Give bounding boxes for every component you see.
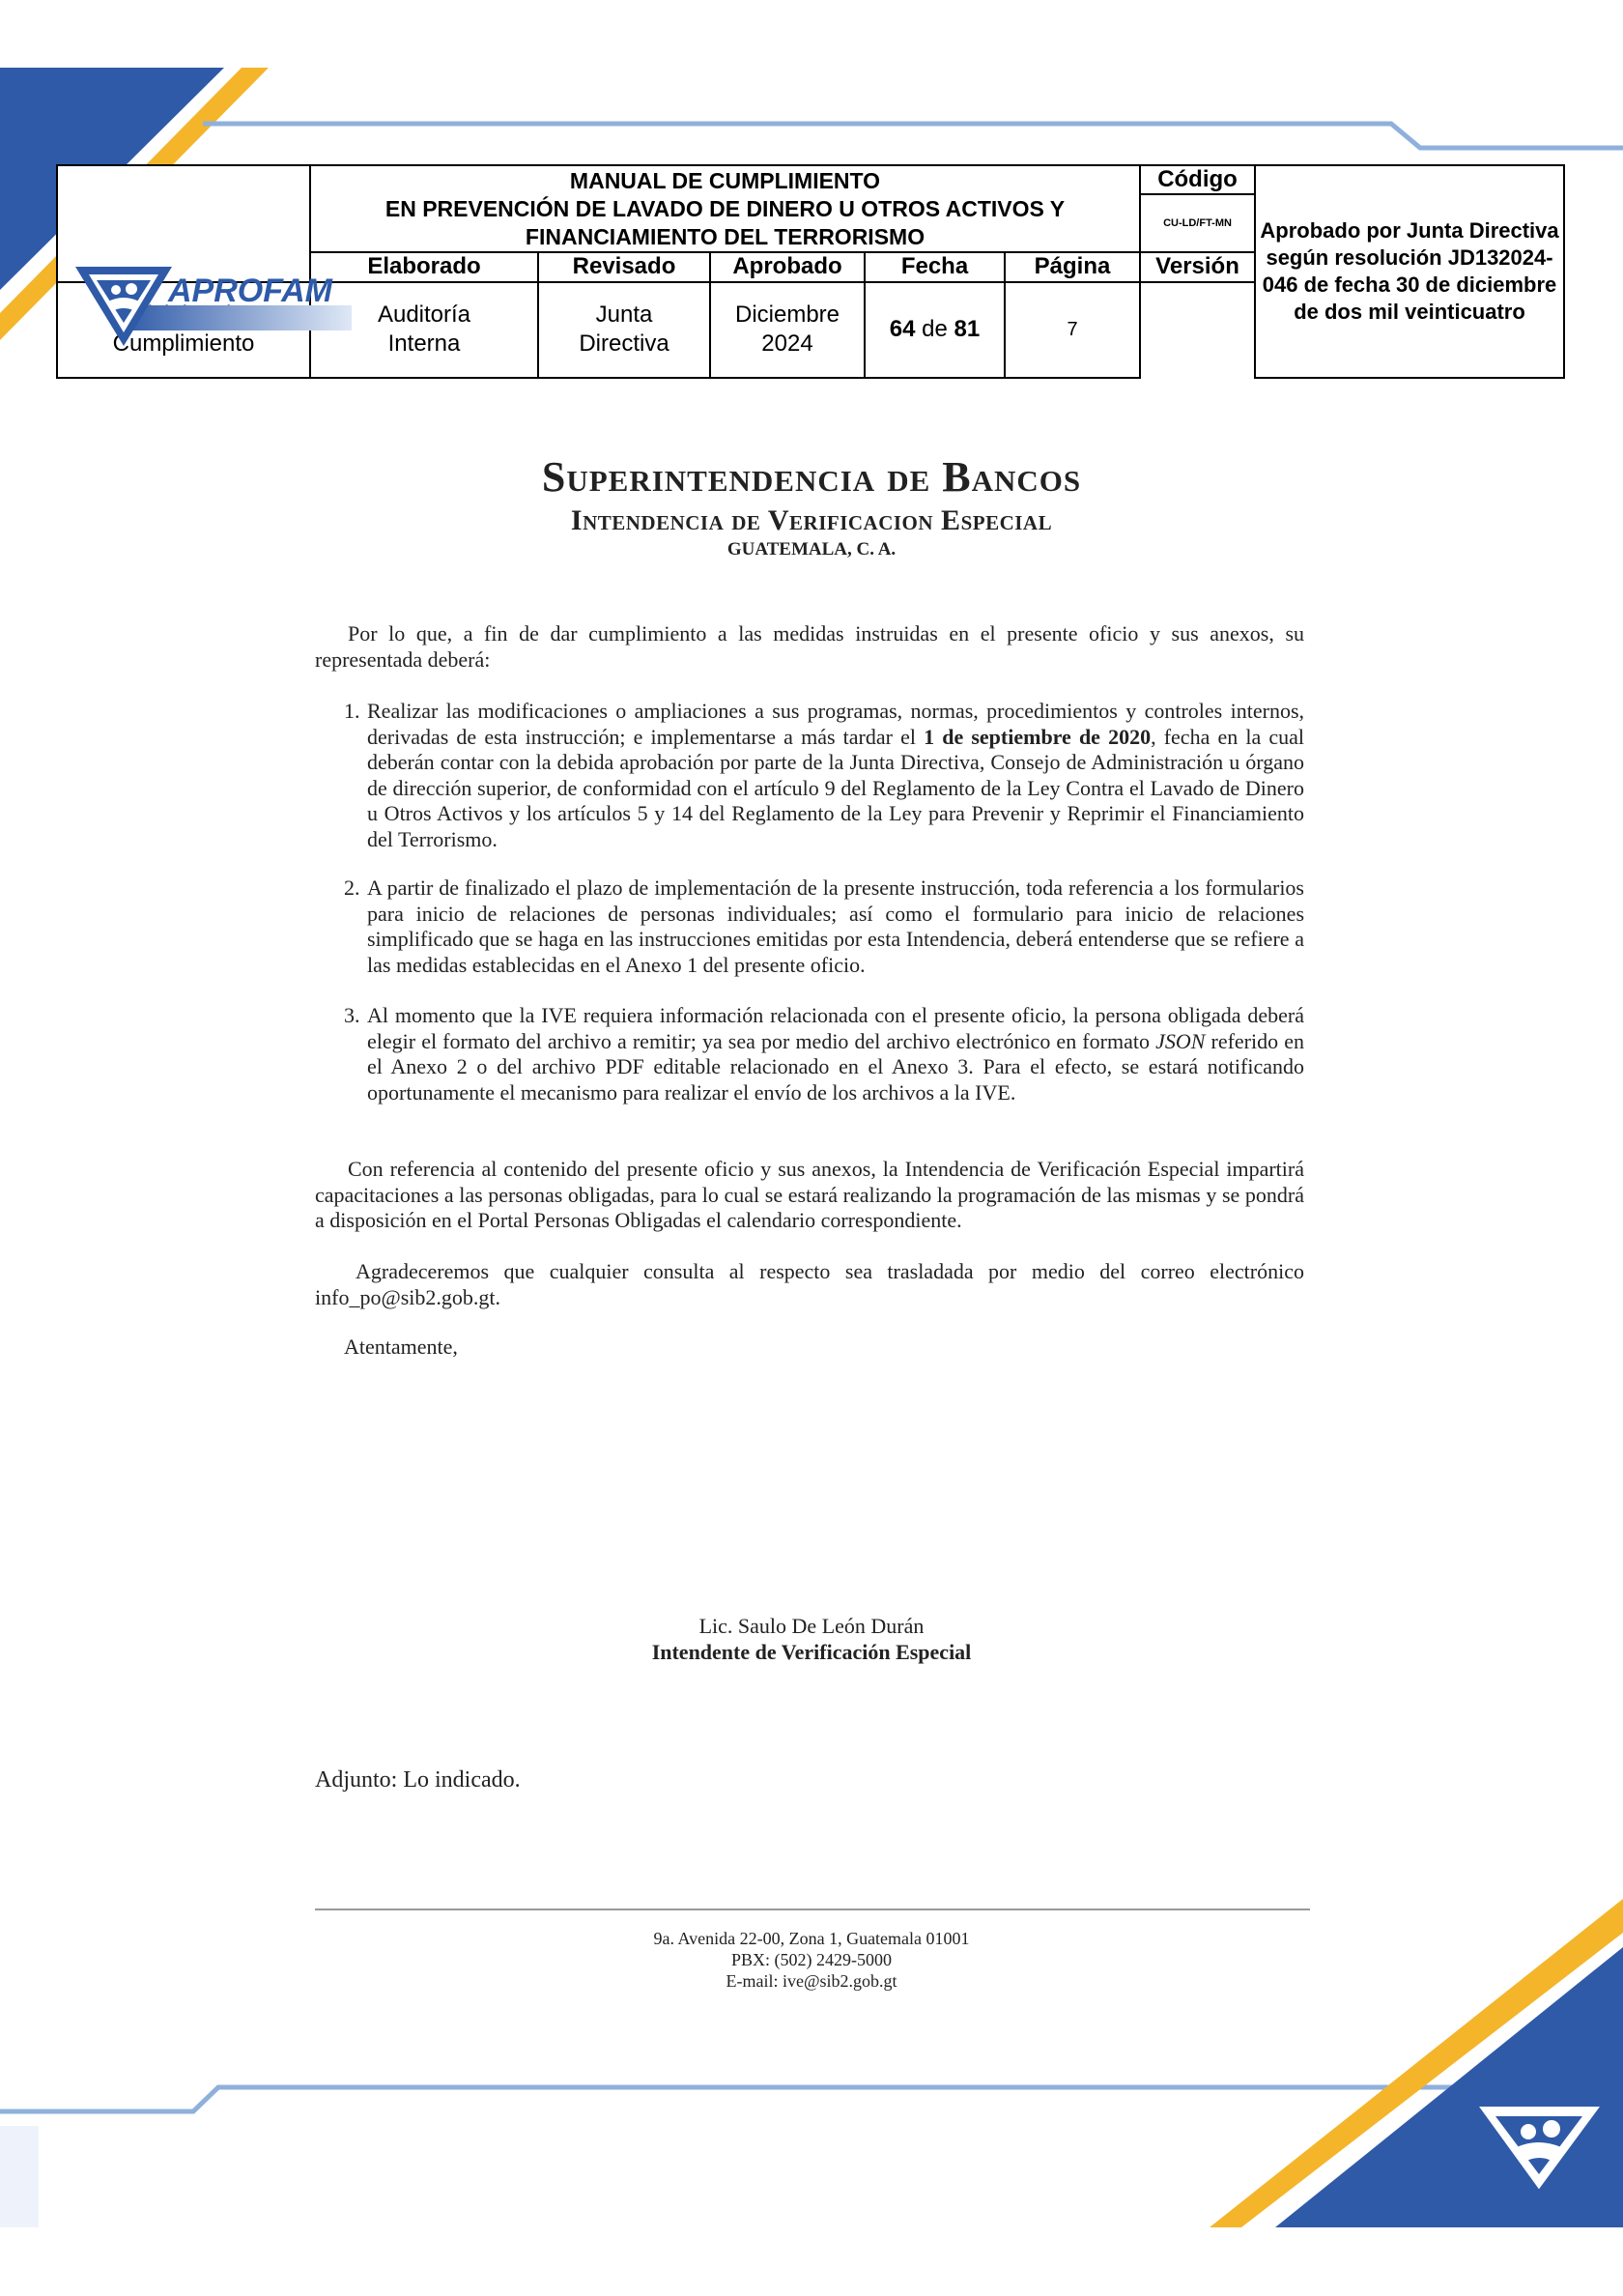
item-number: 1. [344, 699, 360, 723]
bottom-light-line [0, 2087, 1468, 2111]
instruction-list [315, 699, 1304, 852]
col-aprobado: Aprobado [710, 252, 865, 281]
aprobado-line1: Junta [595, 301, 653, 329]
letter-body [315, 621, 1304, 673]
version-value: 7 [1005, 282, 1140, 378]
closing-text: Atentamente, [344, 1335, 458, 1359]
col-elaborado: Elaborado [310, 252, 538, 281]
manual-title [310, 165, 1140, 252]
document-header-table [56, 164, 1565, 379]
aprobado-line2: Directiva [579, 330, 669, 358]
item3-text-a: Al momento que la IVE requiera información relacionada con el presente oficio, la persona obligada deberá elegir el formato del archivo a remitir; ya sea por medio del archivo electrónico en formato [367, 1003, 1304, 1053]
fecha-line2: 2024 [761, 330, 813, 358]
footer-email: E-mail: ive@sib2.gob.gt [726, 1971, 897, 1991]
item3-format: JSON [1155, 1028, 1206, 1053]
col-version: Versión [1140, 252, 1255, 281]
attachment-note: Adjunto: Lo indicado. [315, 1767, 521, 1793]
item1-text-a: Realizar las modificaciones o ampliaciones a sus programas, normas, procedimientos y controles internos, derivadas de esta instrucción; e implementarse a más tardar el [367, 699, 1304, 749]
fecha-value [710, 282, 865, 378]
manual-title-line3: FINANCIAMIENTO DEL TERRORISMO [525, 223, 925, 249]
codigo-value: CU-LD/FT-MN [1140, 194, 1255, 252]
footer-divider [315, 1909, 1310, 1910]
page-current: 64 [889, 316, 916, 343]
col-revisado: Revisado [538, 252, 710, 281]
aprofam-logo [71, 263, 352, 359]
footer-address: 9a. Avenida 22-00, Zona 1, Guatemala 01001 [653, 1929, 970, 1948]
fecha-line1: Diciembre [734, 301, 840, 329]
page-total: 81 [954, 316, 981, 343]
item2-text: A partir de finalizado el plazo de implementación de la presente instrucción, toda referencia a los formularios para inicio de relaciones de personas individuales; así como el formulario para inicio de relaciones simplificado que se haga en las instrucciones emitidas por esta Intendencia, deberá entenderse que se refiere a las medidas establecidas en el Anexo 1 del presente oficio. [367, 875, 1304, 977]
contact-paragraph [315, 1259, 1304, 1310]
col-pagina: Página [1005, 252, 1140, 281]
list-item [315, 1003, 1304, 1105]
revisado-line1: Auditoría [377, 301, 471, 329]
closing [315, 1335, 1304, 1361]
item-number: 3. [344, 1003, 360, 1027]
instruction-list-2 [315, 875, 1304, 978]
item1-deadline: 1 de septiembre de 2020 [924, 724, 1152, 749]
letterhead-title: Superintendencia de Bancos [541, 453, 1082, 501]
signer-title: Intendente de Verificación Especial [651, 1640, 972, 1664]
contact-text: Agradeceremos que cualquier consulta al respecto sea trasladada por medio del correo electrónico info_po@sib2.gob.gt. [315, 1259, 1304, 1309]
revisado-line2: Interna [387, 330, 461, 358]
manual-title-line1: MANUAL DE CUMPLIMIENTO [569, 167, 881, 193]
logo-text: APROFAM [168, 273, 332, 309]
aprobado-value [538, 282, 710, 378]
elaborado-line2: Cumplimiento [112, 330, 255, 358]
letterhead-location: GUATEMALA, C. A. [726, 539, 897, 560]
list-item [315, 875, 1304, 978]
manual-title-line2: EN PREVENCIÓN DE LAVADO DE DINERO U OTROS ACTIVOS Y [384, 195, 1066, 221]
list-item [315, 699, 1304, 852]
item3-text-b: referido en el Anexo 2 o del archivo PDF editable relacionado en el Anexo 3. Para el efecto, se estará notificando oportunamente el mecanismo para realizar el envío de los archivos a la IVE. [367, 1028, 1304, 1105]
pagina-value [865, 282, 1005, 378]
item-number: 2. [344, 875, 360, 900]
col-fecha: Fecha [865, 252, 1005, 281]
page-of: de [922, 316, 948, 343]
footer-phone: PBX: (502) 2429-5000 [731, 1950, 892, 1969]
logo-cell [57, 165, 332, 309]
instruction-list-3 [315, 1003, 1304, 1105]
approval-note: Aprobado por Junta Directiva según resolución JD132024-046 de fecha 30 de diciembre de dos mil veinticuatro [1255, 165, 1564, 378]
top-light-line [203, 124, 1623, 148]
codigo-label: Código [1140, 165, 1255, 194]
intro-paragraph: Por lo que, a fin de dar cumplimiento a las medidas instruidas en el presente oficio y sus anexos, su representada deberá: [315, 621, 1304, 672]
training-paragraph [315, 1157, 1304, 1234]
item1-text-b: , fecha en la cual deberán contar con la debida aprobación por parte de la Junta Directiva, Consejo de Administración u órgano de dirección superior, de conformidad con el artículo 9 del Reglamento de la Ley Contra el Lavado de Dinero u Otros Activos y los artículos 5 y 14 del Reglamento de la Ley para Prevenir y Reprimir el Financiamiento del Terrorismo. [367, 724, 1305, 851]
signer-name: Lic. Saulo De León Durán [698, 1614, 925, 1638]
training-text: Con referencia al contenido del presente oficio y sus anexos, la Intendencia de Verificación Especial impartirá capacitaciones a las personas obligadas, para lo cual se estará realizando la programación de las mismas y se pondrá a disposición en el Portal Personas Obligadas el calendario correspondiente. [315, 1157, 1304, 1232]
letterhead-subtitle: Intendencia de Verificacion Especial [570, 504, 1053, 536]
bottom-left-fade [0, 2126, 39, 2227]
